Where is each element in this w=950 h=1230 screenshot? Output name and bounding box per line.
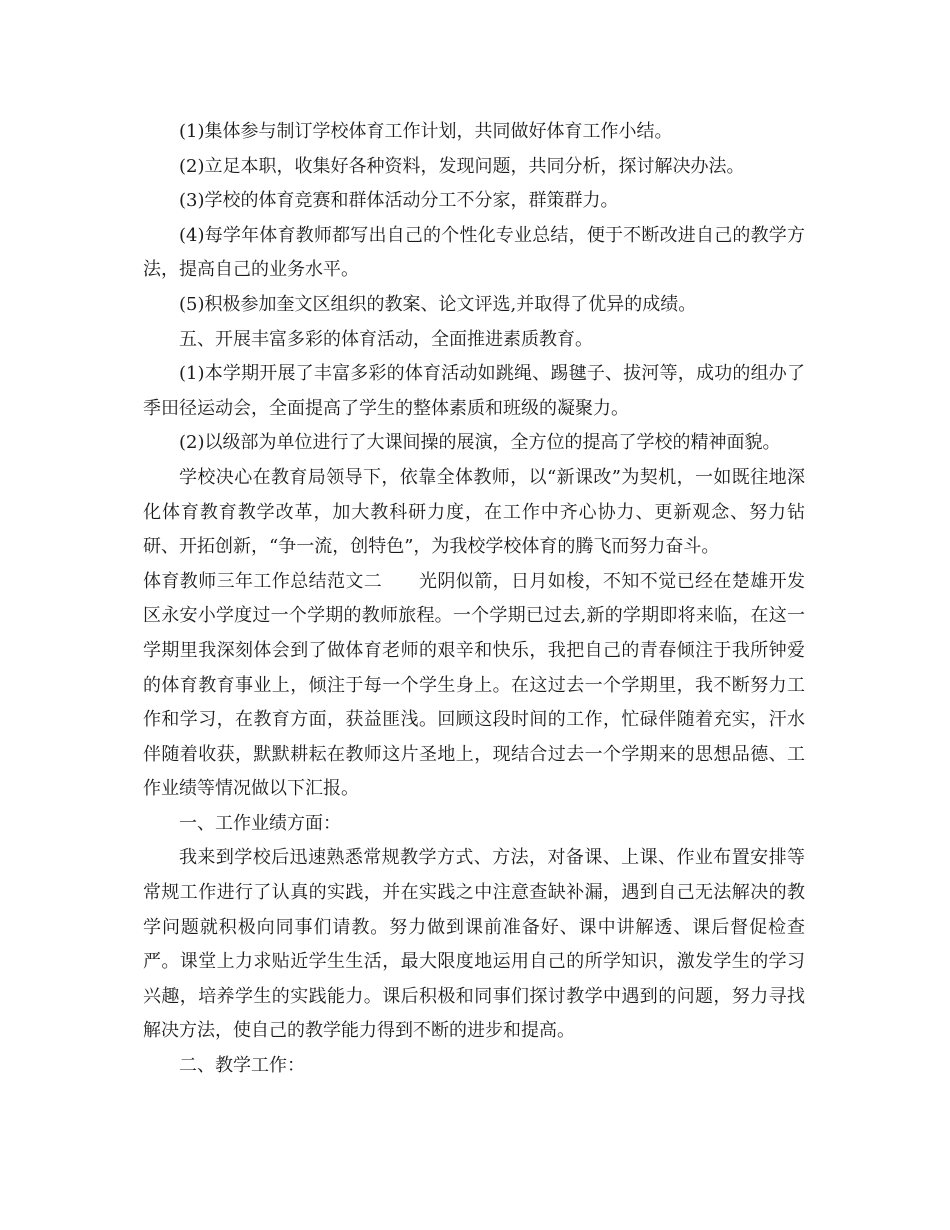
paragraph-3: (3)学校的体育竞赛和群体活动分工不分家，群策群力。: [179, 190, 619, 212]
paragraph-1: (1)集体参与制订学校体育工作计划，共同做好体育工作小结。: [179, 121, 673, 142]
section-heading-five: 五、开展丰富多彩的体育活动，全面推进素质教育。: [179, 328, 593, 350]
paragraph-2: (2)立足本职，收集好各种资料，发现问题，共同分析，探讨解决办法。: [179, 155, 745, 177]
paragraph-8: (2)以级部为单位进行了大课间操的展演，全方位的提高了学校的精神面貌。: [179, 432, 781, 454]
paragraph-7: (1)本学期开展了丰富多彩的体育活动如跳绳、踢毽子、拔河等，成功的组办了季田径运动会，全面提高了学生的整体素质和班级的凝聚力。: [143, 363, 805, 419]
article-two-intro: 体育教师三年工作总结范文二 光阴似箭，日月如梭，不知不觉已经在楚雄开发区永安小学度过一个学期的教师旅程。一个学期已过去,新的学期即将来临，在这一学期里我深刻体会到了做体育老师的艰辛和快乐，我把自己的青春倾注于我所钟爱的体育教育事业上，倾注于每一个学生身上。在这过去一个学期里，我不断努力工作和学习，在教育方面，获益匪浅。回顾这段时间的工作，忙碌伴随着充实，汗水伴随着收获，默默耕耘在教师这片圣地上，现结合过去一个学期来的思想品德、工作业绩等情况做以下汇报。: [143, 570, 805, 800]
paragraph-4: (4)每学年体育教师都写出自己的个性化专业总结，便于不断改进自己的教学方法，提高自己的业务水平。: [143, 224, 805, 281]
section-heading-one: 一、工作业绩方面：: [179, 812, 341, 834]
document-page: [143, 115, 805, 1084]
section-heading-two: 二、教学工作：: [179, 1055, 305, 1077]
paragraph-5: (5)积极参加奎文区组织的教案、论文评选,并取得了优异的成绩。: [179, 293, 697, 315]
paragraph-12: 我来到学校后迅速熟悉常规教学方式、方法，对备课、上课、作业布置安排等常规工作进行了认真的实践，并在实践之中注意查缺补漏，遇到自己无法解决的教学问题就积极向同事们请教。努力做到课前准备好、课中讲解透、课后督促检查严。课堂上力求贴近学生生活，最大限度地运用自己的所学知识，激发学生的学习兴趣，培养学生的实践能力。课后积极和同事们探讨教学中遇到的问题，努力寻找解决方法，使自己的教学能力得到不断的进步和提高。: [143, 847, 805, 1042]
paragraph-9: 学校决心在教育局领导下，依靠全体教师，以“新课改”为契机，一如既往地深化体育教育教学改革，加大教科研力度，在工作中齐心协力、更新观念、努力钻研、开拓创新，“争一流，创特色”，为我校学校体育的腾飞而努力奋斗。: [143, 466, 805, 558]
